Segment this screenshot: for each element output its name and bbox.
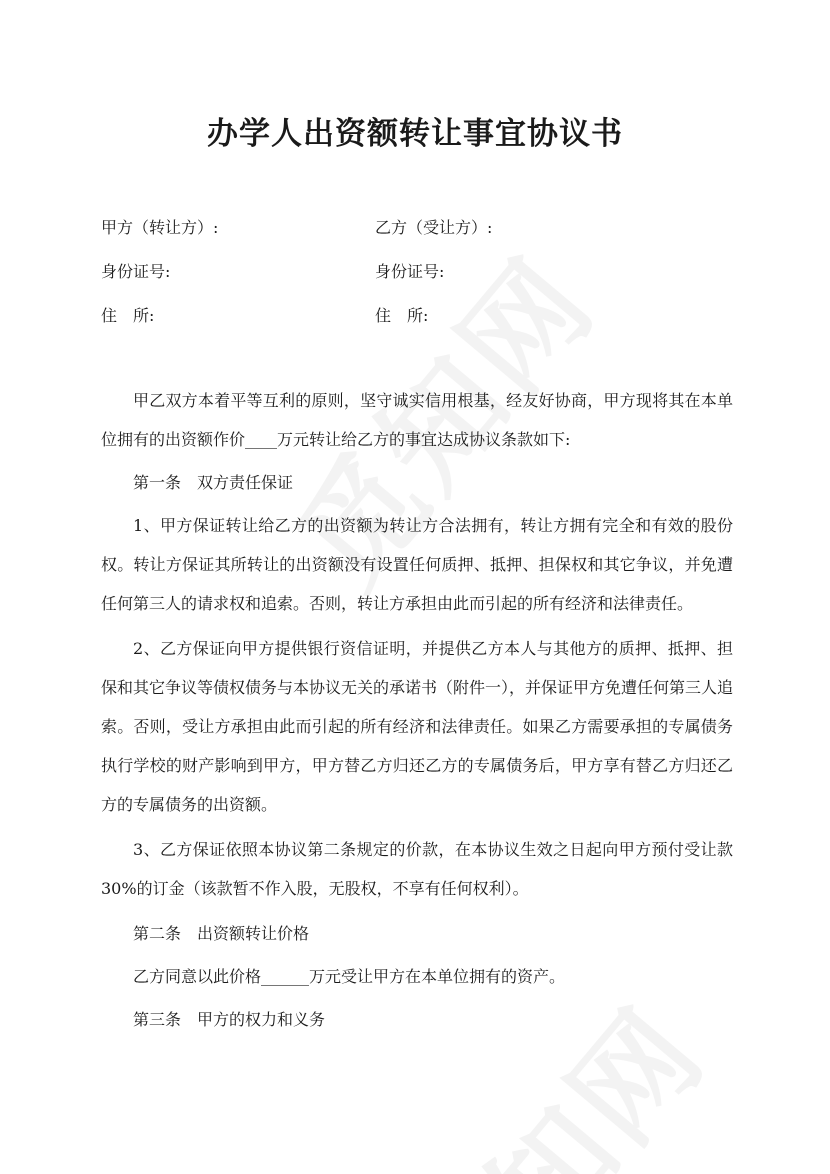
article-1-heading: 第一条 双方责任保证 [133,473,294,492]
agreement-body [101,381,733,1043]
party-names-row [101,213,741,243]
party-a-address-label: 住 所: [101,306,155,325]
page-title: 办学人出资额转让事宜协议书 [207,116,623,152]
article-1-item-2: 2、乙方保证向甲方提供银行资信证明，并提供乙方本人与其他方的质押、抵押、担保和其它争议等债权债务与本协议无关的承诺书（附件一），并保证甲方免遭任何第三人追索。否则，受让方承担由此而引起的所有经济和法律责任。如果乙方需要承担的专属债务执行学校的财产影响到甲方，甲方替乙方归还乙方的专属债务后，甲方享有替乙方归还乙方的专属债务的出资额。 [101,639,734,814]
party-b-label: 乙方（受让方）: [375,218,493,237]
article-2-text: 乙方同意以此价格______万元受让甲方在本单位拥有的资产。 [133,967,566,986]
intro-paragraph: 甲乙双方本着平等互利的原则，坚守诚实信用根基，经友好协商，甲方现将其在本单位拥有的出资额作价____万元转让给乙方的事宜达成协议条款如下: [101,391,733,449]
article-3-heading: 第三条 甲方的权力和义务 [133,1010,326,1029]
article-1-item-3: 3、乙方保证依照本协议第二条规定的价款，在本协议生效之日起向甲方预付受让款 30%的订金（该款暂不作入股，无股权，不享有任何权利）。 [101,840,733,898]
party-address-row [101,301,741,331]
party-b-address-label: 住 所: [375,306,429,325]
party-id-row [101,257,741,287]
article-2-heading: 第二条 出资额转让价格 [133,924,310,943]
party-a-label: 甲方（转让方）: [101,218,219,237]
party-a-id-label: 身份证号: [101,262,171,281]
article-1-item-1: 1、甲方保证转让给乙方的出资额为转让方合法拥有，转让方拥有完全和有效的股份权。转让方保证其所转让的出资额没有设置任何质押、抵押、担保权和其它争议，并免遭任何第三人的请求权和追索。否则，转让方承担由此而引起的所有经济和法律责任。 [101,516,733,613]
party-b-id-label: 身份证号: [375,262,445,281]
